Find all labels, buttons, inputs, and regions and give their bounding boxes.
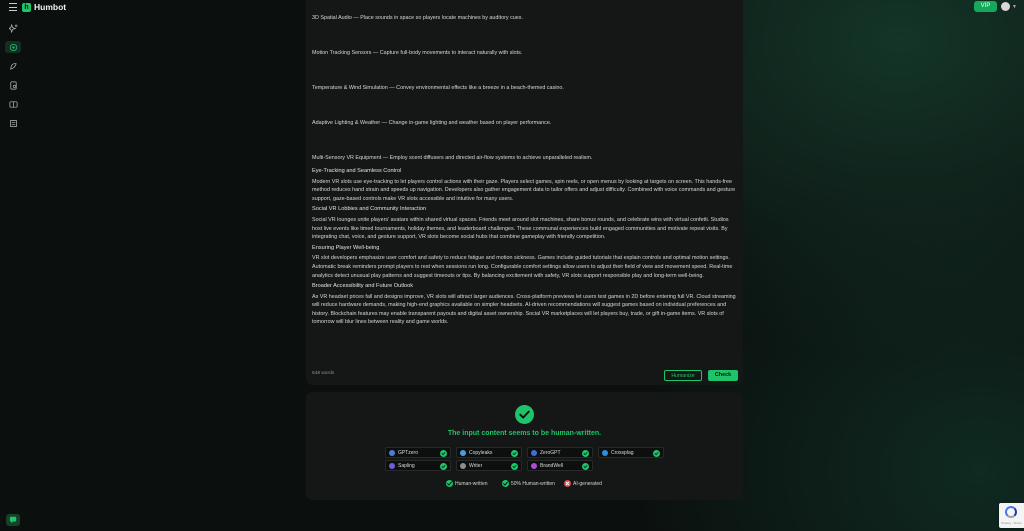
legend-label: AI-generated	[573, 480, 602, 487]
list-line: 3D Spatial Audio — Place sounds in space so players locate machines by auditory cues.	[312, 15, 523, 21]
document-check-icon	[9, 81, 18, 90]
editor-card	[306, 0, 743, 385]
detector-name: Sapling	[398, 463, 415, 469]
sapling-logo-icon	[389, 463, 395, 469]
humanize-button[interactable]: Humanize	[664, 370, 702, 381]
check-icon	[511, 450, 518, 457]
check-icon	[511, 463, 518, 470]
check-icon	[582, 450, 589, 457]
legend-item	[446, 480, 488, 487]
check-circle-icon	[502, 480, 509, 487]
detector-name: ZeroGPT	[540, 450, 561, 456]
check-icon	[653, 450, 660, 457]
chat-support-button[interactable]	[6, 514, 20, 526]
sidebar-item-detector[interactable]	[5, 60, 21, 72]
chat-icon	[9, 516, 17, 524]
legend-item	[502, 480, 555, 487]
sidebar-item-sparkle[interactable]	[5, 22, 21, 34]
close-circle-icon	[564, 480, 571, 487]
legend-label: 50% Human-written	[511, 480, 555, 487]
check-circle-icon	[446, 480, 453, 487]
detector-name: Copyleaks	[469, 450, 493, 456]
editor-text[interactable]	[312, 14, 736, 328]
crossplag-logo-icon	[602, 450, 608, 456]
legend-label: Human-written	[455, 480, 488, 487]
sparkle-icon	[9, 24, 18, 33]
detector-crossplag	[598, 447, 664, 458]
sidebar-item-history[interactable]	[5, 117, 21, 129]
brandwell-logo-icon	[531, 463, 537, 469]
check-button[interactable]: Check	[708, 370, 738, 381]
detector-gptzero	[385, 447, 451, 458]
check-icon	[582, 463, 589, 470]
sidebar-item-humanize[interactable]	[5, 41, 21, 53]
avatar[interactable]	[1001, 2, 1010, 11]
detector-brandwell	[527, 460, 593, 471]
section-heading: Social VR Lobbies and Community Interaction	[312, 206, 427, 213]
list-line: Temperature & Wind Simulation — Convey environmental effects like a breeze in a beach-themed casino.	[312, 85, 564, 92]
section-heading: Eye-Tracking and Seamless Control	[312, 167, 402, 174]
recaptcha-label: Privacy - Terms	[1001, 521, 1022, 525]
detector-zerogpt	[527, 447, 593, 458]
copyleaks-logo-icon	[460, 450, 466, 456]
sidebar	[5, 22, 21, 136]
detector-writer	[456, 460, 522, 471]
recaptcha-icon	[1005, 506, 1017, 518]
sidebar-item-checker[interactable]	[5, 79, 21, 91]
humbot-logo-icon: h	[22, 3, 31, 12]
check-circle-icon	[515, 405, 534, 424]
check-icon	[440, 463, 447, 470]
detector-name: GPTzero	[398, 450, 419, 456]
history-icon	[9, 119, 18, 128]
sidebar-item-panel[interactable]	[5, 98, 21, 110]
section-heading: Broader Accessibility and Future Outlook	[312, 283, 414, 290]
paragraph: Social VR lounges unite players' avatars within shared virtual spaces. Friends meet around slot machines, share bonus rounds, and celebrate wins with virtual confetti. Studios host live events like timed tournaments, holiday themes, and leaderboard challenges. These communal experiences build engaged communities and motivate repeat visits. By integrating chat, voice, and gesture support, VR slots become social hubs that combine gameplay with friendly competition.	[312, 216, 729, 241]
panel-icon	[9, 100, 18, 109]
detection-result-card	[306, 392, 743, 500]
section-heading: Ensuring Player Well-being	[312, 244, 380, 251]
detector-name: Crossplag	[611, 450, 634, 456]
paragraph: As VR headset prices fall and designs improve, VR slots will attract larger audiences. Cross-platform previews let users test games in 2D before entering full VR. Cloud streaming will reduce hardware demands, making high-end graphics available on simpler headsets. AI-driven recommendations will suggest games based on individual preferences and history. Blockchain features may enable transparent payouts and digital asset ownership. Social VR marketplaces will let players buy, trade, or gift in-game items. VR slots of tomorrow will blur lines between reality and game worlds.	[312, 293, 736, 326]
check-icon	[440, 450, 447, 457]
list-line: Multi-Sensory VR Equipment — Employ scent diffusers and directed air-flow systems to achieve unparalleled realism.	[312, 155, 593, 162]
zerogpt-logo-icon	[531, 450, 537, 456]
writer-logo-icon	[460, 463, 466, 469]
result-title: The input content seems to be human-written.	[447, 430, 602, 437]
recaptcha-badge[interactable]	[999, 503, 1024, 528]
humanize-icon	[9, 43, 18, 52]
paragraph: VR slot developers emphasize user comfort and safety to reduce fatigue and motion sickness. Games include guided tutorials that explain controls and optimal motion settings. Automatic break reminders prompt players to rest when sessions run long. Configurable comfort settings allow users to adjust their field of view and movement speed. Real-time analytics detect unusual play patterns and suggest timeouts or tips. By balancing excitement with safety, VR slots support responsible play and long-term well-being.	[312, 255, 733, 279]
detector-name: Writer	[469, 463, 483, 469]
detector-name: BrandWell	[540, 463, 563, 469]
menu-icon[interactable]	[9, 3, 17, 11]
vip-button[interactable]: VIP	[974, 1, 997, 12]
chevron-down-icon[interactable]: ▼	[1012, 4, 1017, 10]
list-line: Motion Tracking Sensors — Capture full-body movements to interact naturally with slots.	[312, 50, 523, 57]
legend-item	[564, 480, 602, 487]
detector-icon	[9, 62, 18, 71]
gptzero-logo-icon	[389, 450, 395, 456]
detector-sapling	[385, 460, 451, 471]
list-line: Adaptive Lighting & Weather — Change in-game lighting and weather based on player performance.	[312, 120, 552, 127]
logo[interactable]	[22, 2, 66, 12]
paragraph: Modern VR slots use eye-tracking to let players control actions with their gaze. Players select games, spin reels, or open menus by looking at targets on screen. This hands-free method reduces hand strain and speeds up navigation. Developers also gather engagement data to tailor offers and adjust difficulty. Combined with voice commands and gesture support, gaze-based controls make VR slots accessible and intuitive for many users.	[312, 178, 736, 202]
word-count: 648 words	[312, 371, 335, 376]
detector-copyleaks	[456, 447, 522, 458]
app-name: Humbot	[34, 2, 67, 12]
